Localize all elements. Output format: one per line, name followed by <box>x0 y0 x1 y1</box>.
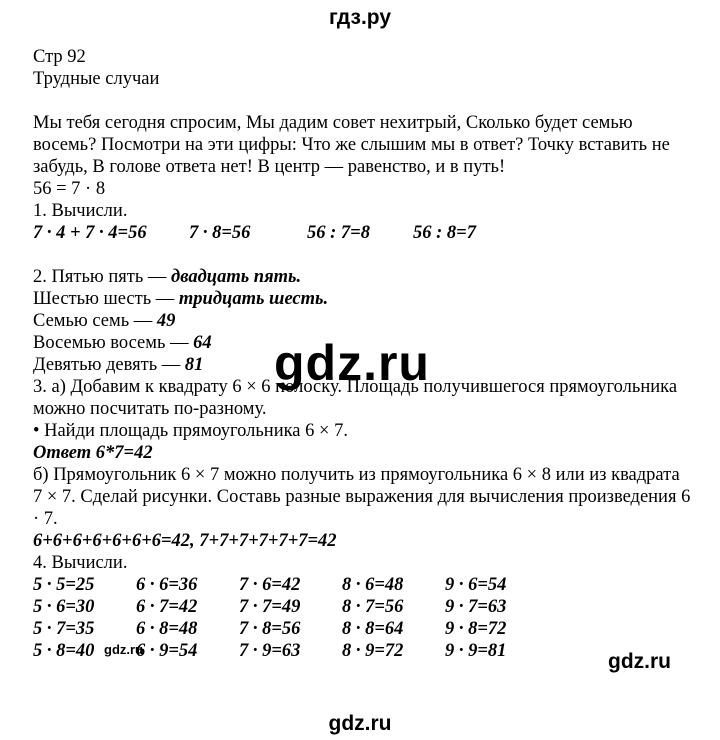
task3b-text: б) Прямоугольник 6 × 7 можно получить из прямоугольника 6 × 8 или из квадрата 7 × 7. Сделай рисунки. Составь разные выражения для вычисления произведения 6 · 7. <box>33 465 691 529</box>
task2-line <box>33 310 693 332</box>
task4-cell: 6 · 7=42 <box>136 597 198 617</box>
poem-text: Мы тебя сегодня спросим, Мы дадим совет нехитрый, Сколько будет семью восемь? Посмотри на эти цифры: Что же слышим мы в ответ? Точку вставить не забудь, В голове ответа нет! В центр — равенство, и в путь! <box>33 113 670 177</box>
task4-title: 4. Вычисли. <box>33 553 128 573</box>
task3a-bullet: • Найди площадь прямоугольника 6 × 7. <box>33 421 348 441</box>
task2-answer: двадцать пять. <box>171 267 302 287</box>
task2-answer: 49 <box>156 311 176 331</box>
task4-cell: 7 · 9=63 <box>239 641 301 661</box>
task4-cell: 5 · 8=40 <box>33 641 95 661</box>
task3a-text: 3. а) Добавим к квадрату 6 × 6 полоску. Площадь получившегося прямоугольника можно посчитать по-разному. <box>33 377 678 419</box>
watermark-bottom: gdz.ru <box>328 712 392 735</box>
spacer <box>33 244 693 266</box>
task4-cell: 6 · 9=54 <box>136 641 198 661</box>
task2-question: 2. Пятью пять — <box>33 267 172 287</box>
watermark-right: gdz.ru <box>608 650 671 673</box>
task2-question: Девятью девять — <box>33 355 185 375</box>
task4-cell: 7 · 7=49 <box>239 597 301 617</box>
task4-cell: 6 · 8=48 <box>136 619 198 639</box>
task4-cell: 6 · 6=36 <box>136 575 198 595</box>
task4-cell: 5 · 6=30 <box>33 597 95 617</box>
task2-question: Семью семь — <box>33 311 157 331</box>
formula: 56 = 7 · 8 <box>33 179 106 199</box>
task4-cell: 9 · 6=54 <box>445 575 507 595</box>
task2-question: Восемью восемь — <box>33 333 194 353</box>
task4-cell: 9 · 7=63 <box>445 597 507 617</box>
task4-row <box>33 618 693 640</box>
spacer <box>33 90 693 112</box>
task1-answer: 7 · 4 + 7 · 4=56 <box>33 223 147 243</box>
task2-line <box>33 288 693 310</box>
page-number: Стр 92 <box>33 47 86 67</box>
task4-cell: 5 · 5=25 <box>33 575 95 595</box>
task1-answer: 56 : 7=8 <box>307 223 370 243</box>
watermark-top: гдз.ру <box>328 6 392 29</box>
task4-cell: 7 · 6=42 <box>239 575 301 595</box>
task2-answer: 64 <box>193 333 212 353</box>
task1-answers <box>33 222 693 244</box>
task1-title: 1. Вычисли. <box>33 201 128 221</box>
task4-cell: 8 · 6=48 <box>342 575 404 595</box>
task2-answer: тридцать шесть. <box>178 289 329 309</box>
task1-answer: 56 : 8=7 <box>413 223 476 243</box>
watermark-middle: gdz.ru <box>274 335 430 391</box>
task2-question: Шестью шесть — <box>33 289 179 309</box>
task2-line <box>33 266 693 288</box>
task3b-answer: 6+6+6+6+6+6+6=42, 7+7+7+7+7+7=42 <box>33 531 337 551</box>
watermark-small: gdz.ru <box>104 642 143 657</box>
task4-cell: 7 · 8=56 <box>239 619 301 639</box>
task4-row <box>33 596 693 618</box>
task1-answer: 7 · 8=56 <box>189 223 251 243</box>
task4-cell: 8 · 7=56 <box>342 597 404 617</box>
task4-row <box>33 574 693 596</box>
topic-title: Трудные случаи <box>33 69 160 89</box>
task4-cell: 9 · 9=81 <box>445 641 507 661</box>
task2-answer: 81 <box>184 355 204 375</box>
task4-cell: 5 · 7=35 <box>33 619 95 639</box>
task4-cell: 9 · 8=72 <box>445 619 507 639</box>
task3a-answer: Ответ 6*7=42 <box>33 443 153 463</box>
task4-cell: 8 · 8=64 <box>342 619 404 639</box>
task4-cell: 8 · 9=72 <box>342 641 404 661</box>
